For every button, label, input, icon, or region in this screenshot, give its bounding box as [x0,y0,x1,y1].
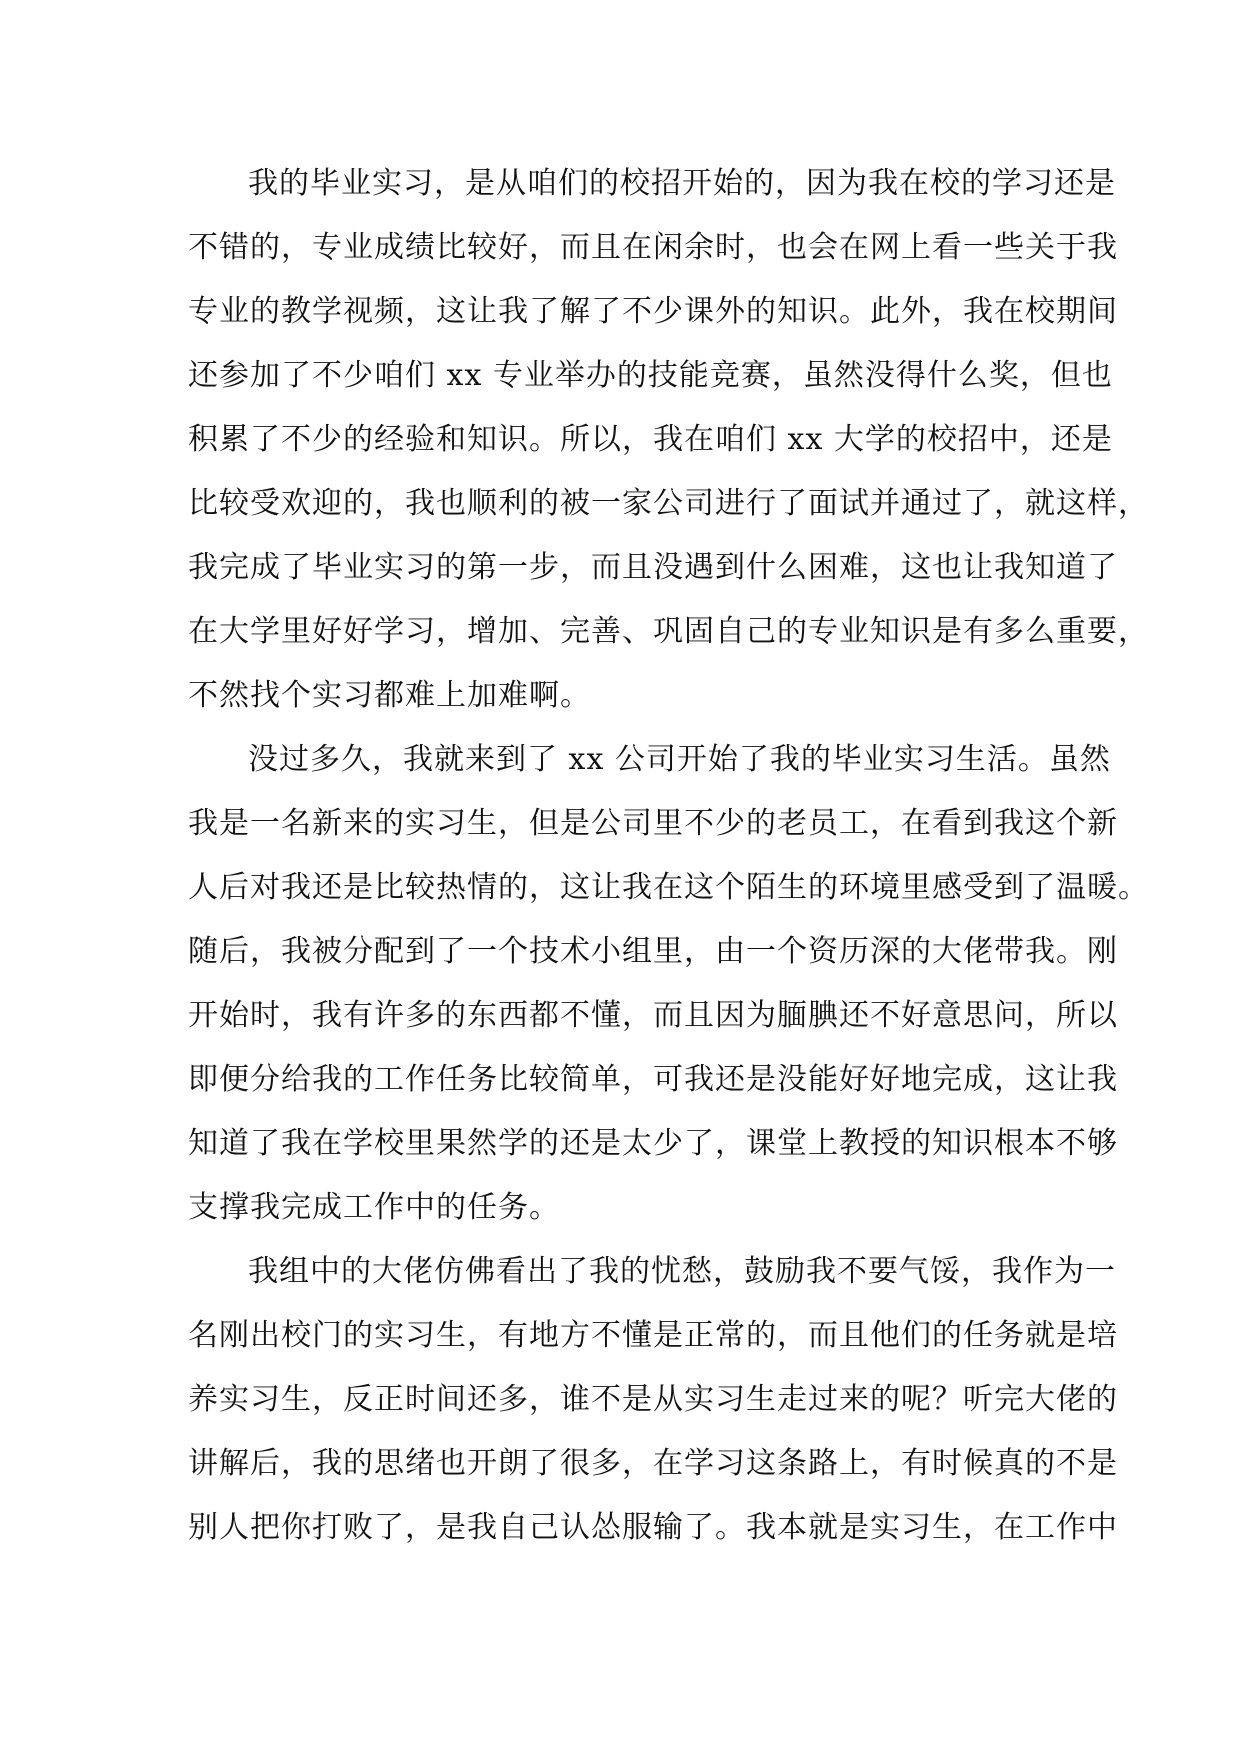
text-line: 不然找个实习都难上加难啊。 [188,678,591,713]
text-line: 没过多久，我就来到了 xx 公司开始了我的毕业实习生活。虽然 [248,742,1111,777]
text-line: 名刚出校门的实习生，有地方不懂是正常的，而且他们的任务就是培 [188,1318,1118,1353]
text-line: 开始时，我有许多的东西都不懂，而且因为腼腆还不好意思问，所以 [188,998,1118,1033]
text-line: 我是一名新来的实习生，但是公司里不少的老员工，在看到我这个新 [188,806,1118,841]
text-line: 知道了我在学校里果然学的还是太少了，课堂上教授的知识根本不够 [188,1126,1118,1161]
text-line: 支撑我完成工作中的任务。 [188,1190,560,1225]
text-line: 不错的，专业成绩比较好，而且在闲余时，也会在网上看一些关于我 [188,230,1118,265]
paragraph [188,728,1149,1240]
text-line: 别人把你打败了，是我自己认怂服输了。我本就是实习生，在工作中 [188,1510,1118,1545]
text-line: 比较受欢迎的，我也顺利的被一家公司进行了面试并通过了，就这样， [188,486,1149,521]
text-line: 养实习生，反正时间还多，谁不是从实习生走过来的呢？听完大佬的 [188,1382,1118,1417]
text-line: 我组中的大佬仿佛看出了我的忧愁，鼓励我不要气馁，我作为一 [248,1254,1116,1289]
document-body [188,152,1149,1560]
text-line: 我的毕业实习，是从咱们的校招开始的，因为我在校的学习还是 [248,166,1116,201]
text-line: 专业的教学视频，这让我了解了不少课外的知识。此外，我在校期间 [188,294,1118,329]
text-line: 还参加了不少咱们 xx 专业举办的技能竞赛，虽然没得什么奖，但也 [188,358,1113,393]
text-line: 讲解后，我的思绪也开朗了很多，在学习这条路上，有时候真的不是 [188,1446,1118,1481]
text-line: 积累了不少的经验和知识。所以，我在咱们 xx 大学的校招中，还是 [188,422,1113,457]
text-line: 即便分给我的工作任务比较简单，可我还是没能好好地完成，这让我 [188,1062,1118,1097]
text-line: 我完成了毕业实习的第一步，而且没遇到什么困难，这也让我知道了 [188,550,1118,585]
text-line: 在大学里好好学习，增加、完善、巩固自己的专业知识是有多么重要， [188,614,1149,649]
text-line: 人后对我还是比较热情的，这让我在这个陌生的环境里感受到了温暖。 [188,870,1149,905]
text-line: 随后，我被分配到了一个技术小组里，由一个资历深的大佬带我。刚 [188,934,1118,969]
paragraph [188,152,1149,728]
paragraph [188,1240,1118,1560]
